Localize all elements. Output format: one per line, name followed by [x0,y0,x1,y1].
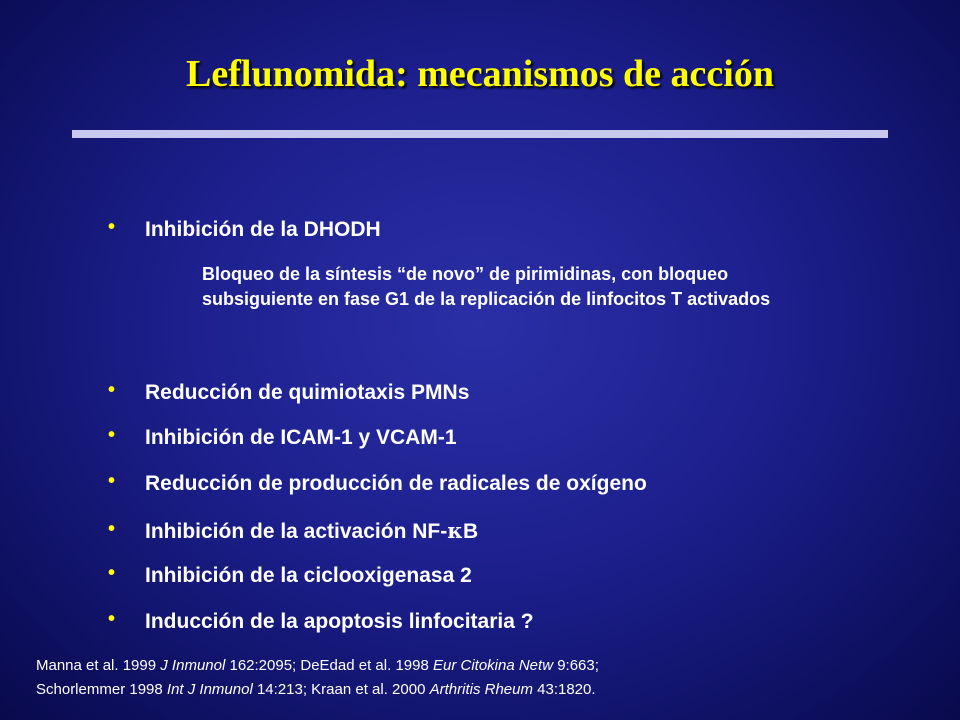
bullet-text-pre: Inhibición de la activación NF- [145,520,448,543]
bullet-item-nfkb [108,518,478,544]
reference-line-1: Manna et al. 1999 J Inmunol 162:2095; DeEdad et al. 1998 Eur Citokina Netw 9:663; [36,657,599,674]
bullet-icon: • [108,216,116,238]
kappa-symbol: κ [447,518,463,543]
bullet-icon: • [108,470,116,492]
bullet-item-radicales [108,472,647,496]
bullet-icon: • [108,379,116,401]
bullet-text: Reducción de producción de radicales de oxígeno [145,472,647,495]
bullet-item-cox2 [108,564,472,588]
bullet-item-dhodh [108,218,381,242]
slide-title: Leflunomida: mecanismos de acción [186,53,774,95]
bullet-item-apoptosis [108,610,534,634]
bullet-item-icam [108,426,457,450]
references [36,654,936,702]
bullet-text: Inhibición de la DHODH [145,218,381,241]
bullet-text: Inhibición de ICAM-1 y VCAM-1 [145,426,457,449]
bullet-icon: • [108,608,116,630]
bullet-subtext-dhodh: Bloqueo de la síntesis “de novo” de pirimidinas, con bloqueo subsiguiente en fase G1 de la replicación de linfocitos T activados [202,264,771,309]
bullet-icon: • [108,562,116,584]
bullet-text: Inducción de la apoptosis linfocitaria ? [145,610,534,633]
bullet-text [145,518,478,544]
bullet-text: Reducción de quimiotaxis PMNs [145,381,470,404]
bullet-text: Inhibición de la ciclooxigenasa 2 [145,564,472,587]
bullet-icon: • [108,424,116,446]
bullet-item-pmns [108,381,469,405]
title-underline [72,130,888,138]
reference-line-2: Schorlemmer 1998 Int J Inmunol 14:213; Kraan et al. 2000 Arthritis Rheum 43:1820. [36,681,596,698]
bullet-text-post: B [462,520,479,543]
bullet-icon: • [108,518,116,540]
